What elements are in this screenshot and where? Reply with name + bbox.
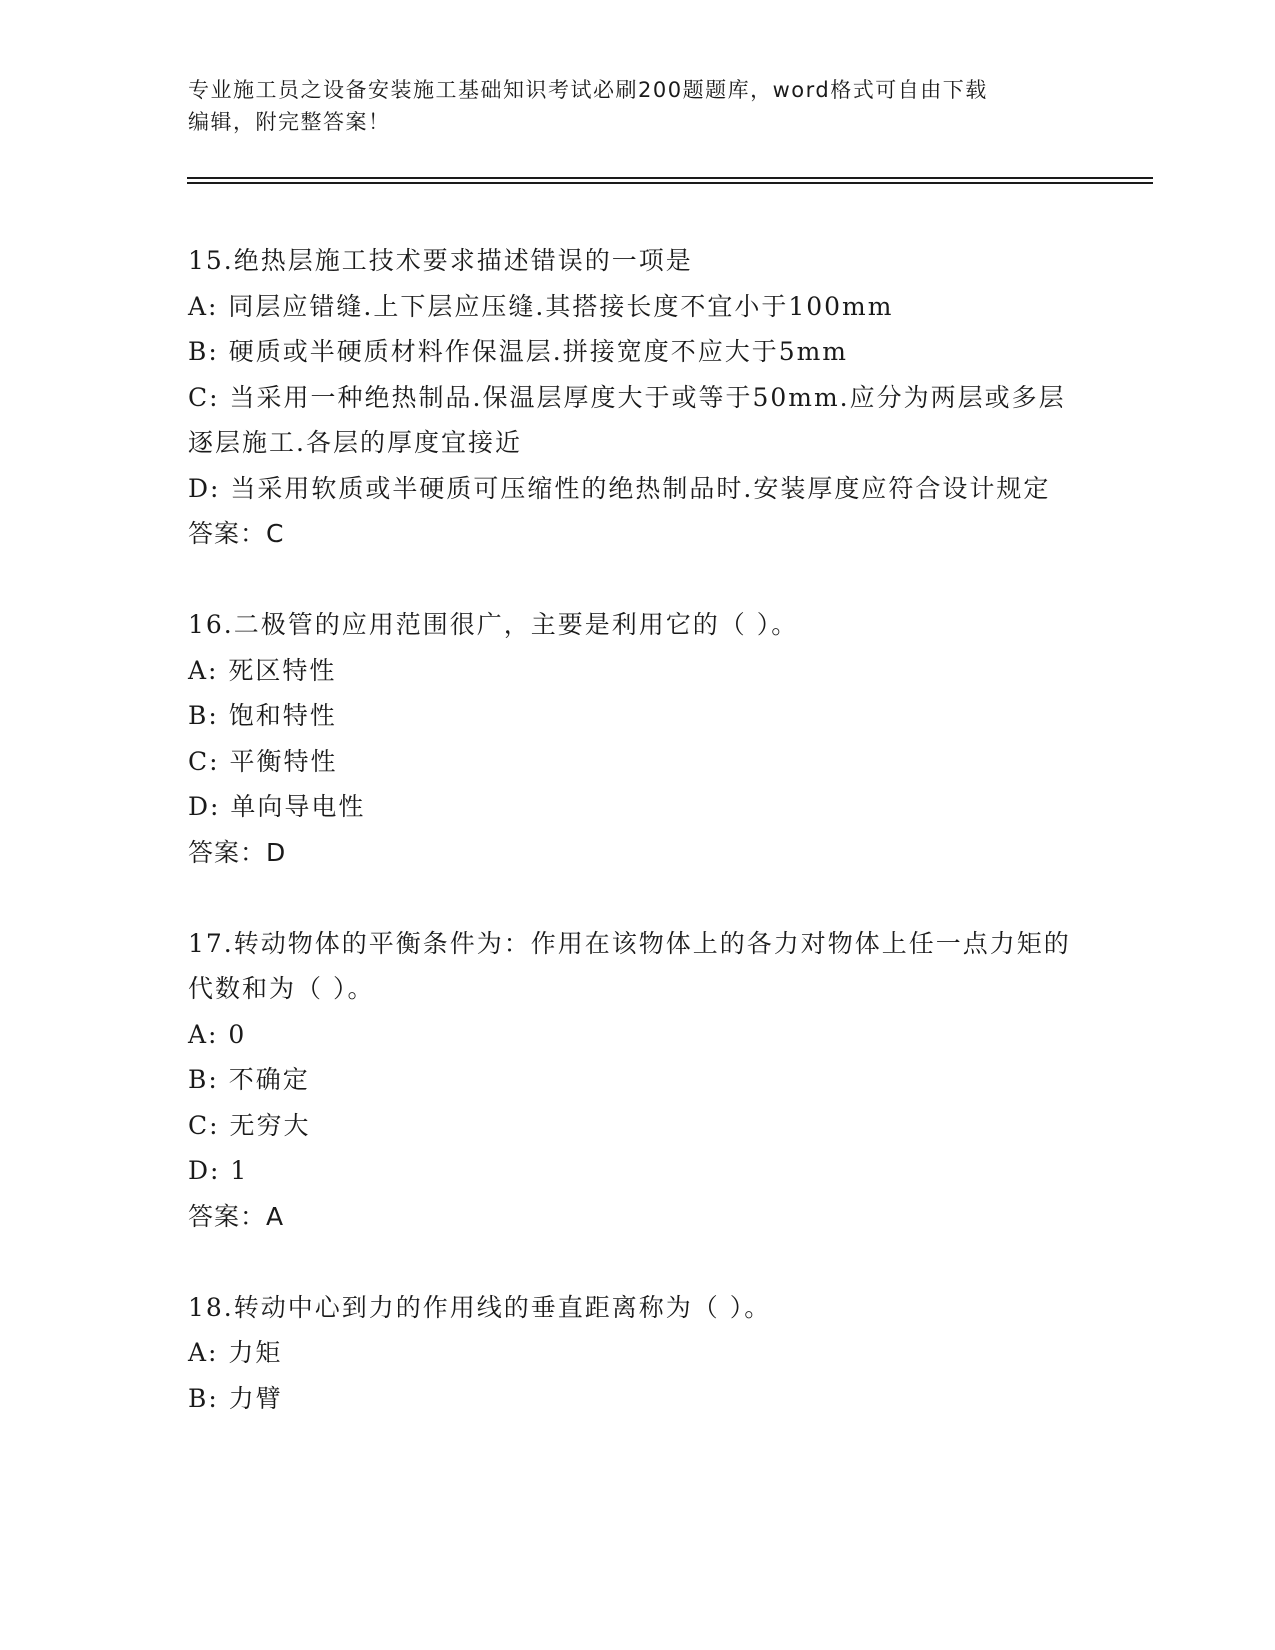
- answer-line: 答案：A: [188, 1201, 285, 1231]
- option-d: D: 当采用软质或半硬质可压缩性的绝热制品时.安装厚度应符合设计规定: [188, 473, 1051, 503]
- question-16: [188, 602, 1088, 875]
- question-17: [188, 921, 1088, 1240]
- header-title-line-1: 专业施工员之设备安装施工基础知识考试必刷200题题库，word格式可自由下载: [188, 78, 988, 102]
- question-stem: 15.绝热层施工技术要求描述错误的一项是: [188, 246, 693, 275]
- option-a: A: 同层应错缝.上下层应压缝.其搭接长度不宜小于100mm: [188, 291, 894, 321]
- question-stem: 17.转动物体的平衡条件为：作用在该物体上的各力对物体上任一点力矩的代数和为（ ）。: [188, 928, 1071, 1003]
- question-stem: 18.转动中心到力的作用线的垂直距离称为（ ）。: [188, 1292, 772, 1322]
- header-divider-bottom: [187, 182, 1153, 184]
- header-divider-top: [187, 177, 1153, 179]
- answer-line: 答案：D: [188, 837, 287, 867]
- option-c: C: 平衡特性: [188, 746, 338, 776]
- option-b: B: 饱和特性: [188, 701, 337, 730]
- option-a: A: 0: [188, 1019, 247, 1049]
- header-title-line-2: 编辑，附完整答案！: [188, 110, 391, 134]
- question-18: [188, 1285, 1088, 1422]
- document-header: [188, 74, 1068, 138]
- option-c: C: 无穷大: [188, 1110, 311, 1140]
- option-b: B: 不确定: [188, 1065, 310, 1094]
- option-d: D: 1: [188, 1156, 249, 1185]
- option-c: C: 当采用一种绝热制品.保温层厚度大于或等于50mm.应分为两层或多层逐层施工.各层的厚度宜接近: [188, 382, 1066, 457]
- option-a: A: 死区特性: [188, 655, 337, 685]
- answer-line: 答案：C: [188, 519, 285, 548]
- question-list: [188, 238, 1088, 1467]
- option-b: B: 力臂: [188, 1383, 283, 1413]
- question-stem: 16.二极管的应用范围很广，主要是利用它的（ ）。: [188, 610, 799, 639]
- question-15: [188, 238, 1088, 557]
- option-a: A: 力矩: [188, 1338, 283, 1367]
- option-d: D: 单向导电性: [188, 792, 366, 821]
- option-b: B: 硬质或半硬质材料作保温层.拼接宽度不应大于5mm: [188, 337, 849, 366]
